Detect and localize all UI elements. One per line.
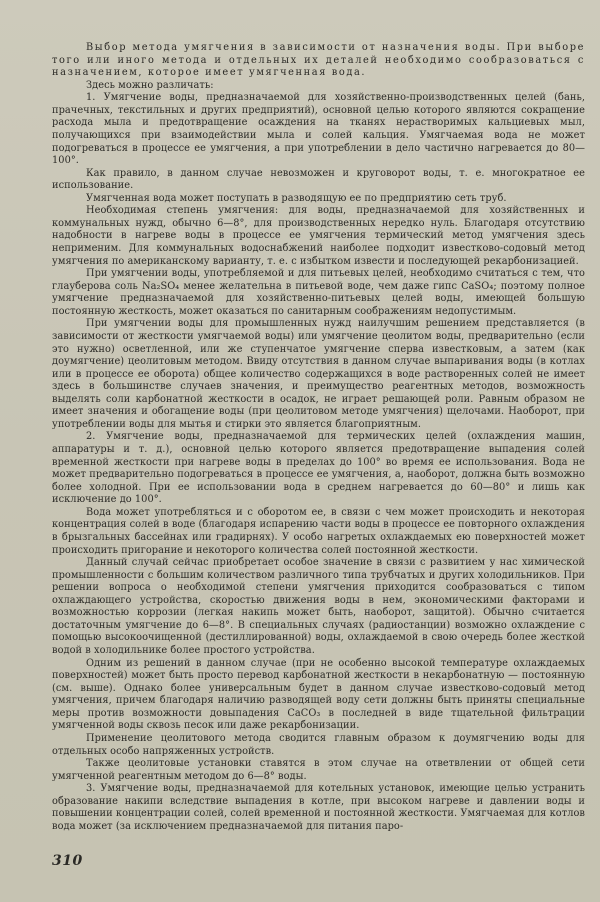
paragraph: 2. Умягчение воды, предназначаемой для термических целей (охлаждения машин, аппаратуры и т. д.), основной целью которого является предотвращение выпадения солей временной жесткости при нагреве воды в пределах до 100° во время ее использования. Вода не может предварительно подогреваться в процессе ее умягчения, а, наоборот, должна быть возможно более холодной. При ее использовании вода в среднем нагревается до 60—80° и лишь как исключение до 100°. [52, 431, 585, 506]
page-number: 310 [52, 853, 83, 869]
section-heading-paragraph: Выбор метода умягчения в зависимости от назначения воды. При выборе того или иного метода и отдельных их деталей необходимо сообразоваться с назначением, которое имеет умягченная вода. [52, 42, 585, 79]
paragraph: Необходимая степень умягчения: для воды, предназначаемой для хозяйственных и коммунальных нужд, обычно 6—8°, для производственных нередко нуль. Благодаря отсутствию надобности в нагреве воды в процессе ее умягчения термический метод умягчения здесь неприменим. Для коммунальных водоснабжений наиболее подходит известково-содовый метод умягчения по американскому варианту, т. е. с избытком извести и последующей рекарбонизацией. [52, 205, 585, 267]
paragraph: Данный случай сейчас приобретает особое значение в связи с развитием у нас химической промышленности с большим количеством различного типа трубчатых и других холодильников. При решении вопроса о необходимой степени умягчения приходится сообразоваться с типом охлаждающего устройства, скоростью движения воды в нем, экономическими факторами и возможностью коррозии (легкая накипь может быть, наоборот, защитой). Обычно считается достаточным умягчение до 6—8°. В специальных случаях (радиостанции) возможно охлаждение с помощью высокоочищенной (дестиллированной) воды, охлаждаемой в свою очередь более жесткой водой в холодильнике более простого устройства. [52, 557, 585, 656]
paragraph: Умягченная вода может поступать в разводящую ее по предприятию сеть труб. [86, 192, 507, 204]
paragraph: Здесь можно различать: [86, 79, 214, 91]
page-text [52, 42, 585, 833]
paragraph: Вода может употребляться и с оборотом ее, в связи с чем может происходить и некоторая концентрация солей в воде (благодаря испарению части воды в процессе ее повторного охлаждения в брызгальных бассейнах или градирнях). У особо нагретых охлаждаемых ею поверхностей может происходить пригорание и некоторого количества солей постоянной жесткости. [52, 506, 585, 556]
paragraph: Также цеолитовые установки ставятся в этом случае на ответвлении от общей сети умягченной реагентным методом до 6—8° воды. [52, 758, 585, 782]
paragraph: 3. Умягчение воды, предназначаемой для котельных установок, имеющие целью устранить образование накипи вследствие выпадения в котле, при высоком нагреве и давлении воды и повышении концентрации солей, солей временной и постоянной жесткости. Умягчаемая для котлов вода может (за исключением предназначаемой для питания паро- [52, 783, 585, 832]
paragraph: 1. Умягчение воды, предназначаемой для хозяйственно-производственных целей (бань, прачечных, текстильных и других предприятий), основной целью которого являются сокращение расхода мыла и предотвращение осаждения на тканях нерастворимых кальциевых мыл, получающихся при взаимодействии мыла и солей кальция. Умягчаемая вода не может подогреваться в процессе ее умягчения, а при употреблении в дело частично нагревается до 80—100°. [52, 92, 585, 167]
paragraph: Применение цеолитового метода сводится главным образом к доумягчению воды для отдельных особо напряженных устройств. [52, 732, 585, 757]
paragraph: Как правило, в данном случае невозможен и круговорот воды, т. е. многократное ее использование. [52, 167, 585, 192]
paragraph: При умягчении воды, употребляемой и для питьевых целей, необходимо считаться с тем, что глауберова соль Na₂SO₄ менее желательна в питьевой воде, чем даже гипс CaSO₄; поэтому полное умягчение предназначаемой для хозяйственно-питьевых целей воды, имеющей большую постоянную жесткость, может оказаться по санитарным соображениям недопустимым. [52, 268, 585, 317]
paragraph: При умягчении воды для промышленных нужд наилучшим решением представляется (в зависимости от жесткости умягчаемой воды) или умягчение цеолитом воды, предварительно (если это нужно) осветленной, или же ступенчатое умягчение сперва известковым, а затем (как доумягчение) цеолитовым методом. Ввиду отсутствия в данном случае выпаривания воды (в котлах или в процессе ее оборота) общее количество содержащихся в воде растворенных солей не имеет здесь в большинстве случаев значения, и преимущество реагентных методов, возможность выделять соли карбонатной жесткости в осадок, не играет решающей роли. Равным образом не имеет значения и обогащение воды (при цеолитовом методе умягчения) щелочами. Наоборот, при употреблении воды для мытья и стирки это является благоприятным. [52, 318, 585, 430]
paragraph: Одним из решений в данном случае (при не особенно высокой температуре охлаждаемых поверхностей) может быть просто перевод карбонатной жесткости в некарбонатную — постоянную (см. выше). Однако более универсальным будет в данном случае известково-содовый метод умягчения, причем благодаря наличию разводящей воду сети должны быть приняты специальные меры против возможности довыпадения CaCO₃ в последней в виде тщательной фильтрации умягченной воды сквозь песок или даже рекарбонизации. [52, 657, 585, 732]
